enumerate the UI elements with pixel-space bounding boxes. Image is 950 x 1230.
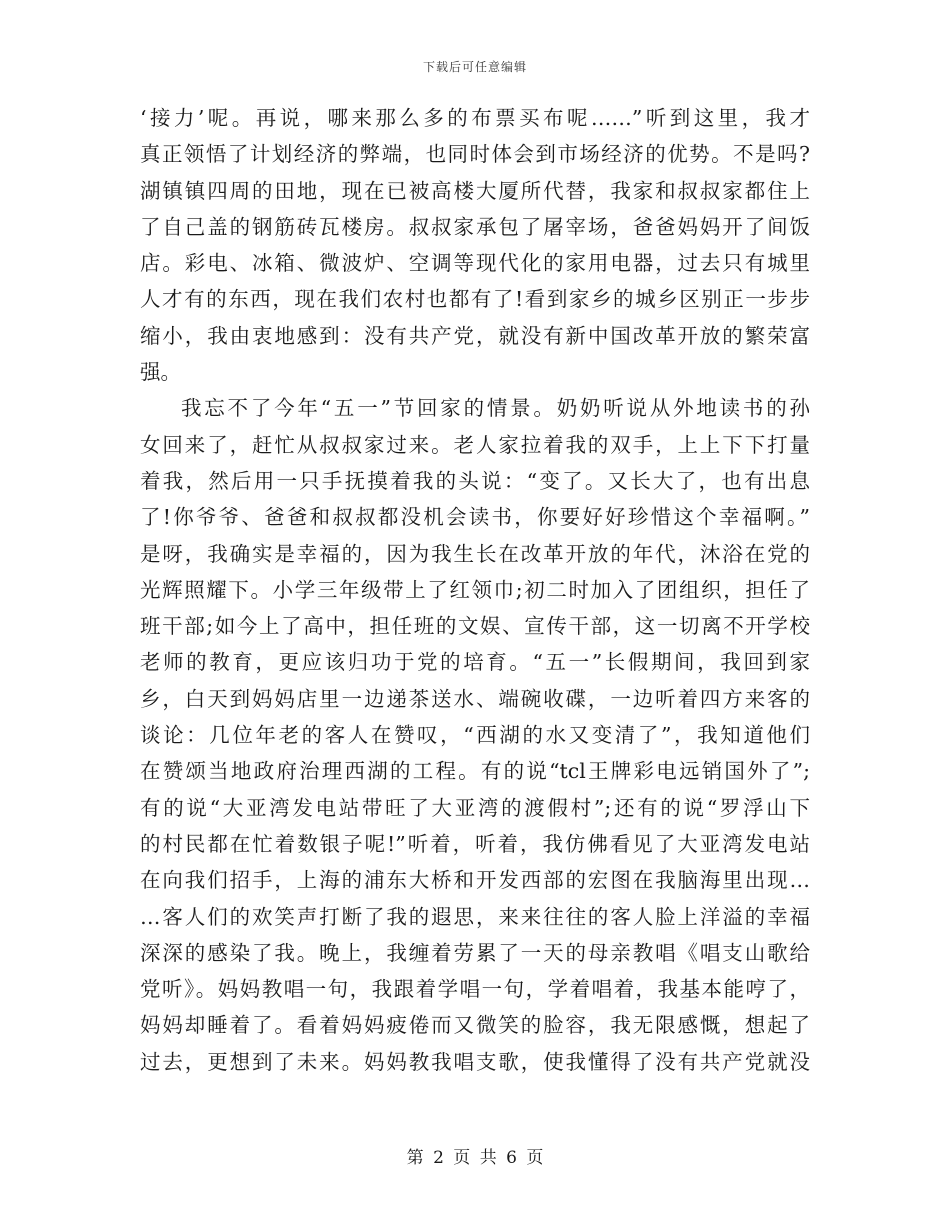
page-number: 第 2 页 共 6 页	[406, 1148, 544, 1168]
paragraph-start-line: 我忘不了今年“五一”节回家的情景。奶奶听说从外地读书的孙	[181, 396, 810, 421]
text-line: 的村民都在忙着数银子呢!”听着，听着，我仿佛看见了大亚湾发电站	[140, 831, 810, 856]
document-body	[140, 100, 810, 1080]
text-line: 着我，然后用一只手抚摸着我的头说：“变了。又长大了，也有出息	[140, 468, 810, 493]
text-line: ‘接力’呢。再说，哪来那么多的布票买布呢……”听到这里，我才	[140, 106, 810, 130]
text-line: 缩小，我由衷地感到：没有共产党，就没有新中国改革开放的繁荣富	[140, 323, 810, 348]
text-line: 了自己盖的钢筋砖瓦楼房。叔叔家承包了屠宰场，爸爸妈妈开了间饭	[140, 214, 810, 239]
text-line: 乡，白天到妈妈店里一边递茶送水、端碗收碟，一边听着四方来客的	[140, 686, 810, 711]
text-line: 老师的教育，更应该归功于党的培育。“五一”长假期间，我回到家	[140, 650, 810, 675]
text-line: 妈妈却睡着了。看着妈妈疲倦而又微笑的脸容，我无限感慨，想起了	[140, 1013, 810, 1038]
text-line: 湖镇镇四周的田地，现在已被高楼大厦所代替，我家和叔叔家都住上	[140, 178, 810, 203]
text-line: 店。彩电、冰箱、微波炉、空调等现代化的家用电器，过去只有城里	[140, 251, 810, 276]
text-line: 强。	[140, 360, 181, 385]
text-line: 深深的感染了我。晚上，我缠着劳累了一天的母亲教唱《唱支山歌给	[140, 940, 810, 965]
text-line: 真正领悟了计划经济的弊端，也同时体会到市场经济的优势。不是吗?	[140, 142, 810, 167]
text-line: 光辉照耀下。小学三年级带上了红领巾;初二时加入了团组织，担任了	[140, 577, 810, 602]
text-line: 党听》。妈妈教唱一句，我跟着学唱一句，学着唱着，我基本能哼了，	[140, 977, 810, 1002]
text-line: 了!你爷爷、爸爸和叔叔都没机会读书，你要好好珍惜这个幸福啊。”	[140, 505, 810, 530]
text-line: …客人们的欢笑声打断了我的遐思，来来往往的客人脸上洋溢的幸福	[140, 904, 810, 929]
text-line: 谈论：几位年老的客人在赞叹，“西湖的水又变清了”，我知道他们	[140, 723, 810, 748]
text-line: 人才有的东西，现在我们农村也都有了!看到家乡的城乡区别正一步步	[140, 287, 810, 312]
text-line: 在赞颂当地政府治理西湖的工程。有的说“tcl王牌彩电远销国外了”;	[140, 759, 810, 784]
text-line: 过去，更想到了未来。妈妈教我唱支歌，使我懂得了没有共产党就没	[140, 1049, 810, 1074]
page-header: 下载后可任意编辑	[422, 60, 527, 74]
text-line: 班干部;如今上了高中，担任班的文娱、宣传干部，这一切离不开学校	[140, 614, 810, 639]
text-line: 在向我们招手，上海的浦东大桥和开发西部的宏图在我脑海里出现…	[140, 868, 810, 893]
text-line: 女回来了，赶忙从叔叔家过来。老人家拉着我的双手，上上下下打量	[140, 432, 810, 457]
text-line: 是呀，我确实是幸福的，因为我生长在改革开放的年代，沐浴在党的	[140, 541, 810, 566]
text-line: 有的说“大亚湾发电站带旺了大亚湾的渡假村”;还有的说“罗浮山下	[140, 795, 810, 820]
